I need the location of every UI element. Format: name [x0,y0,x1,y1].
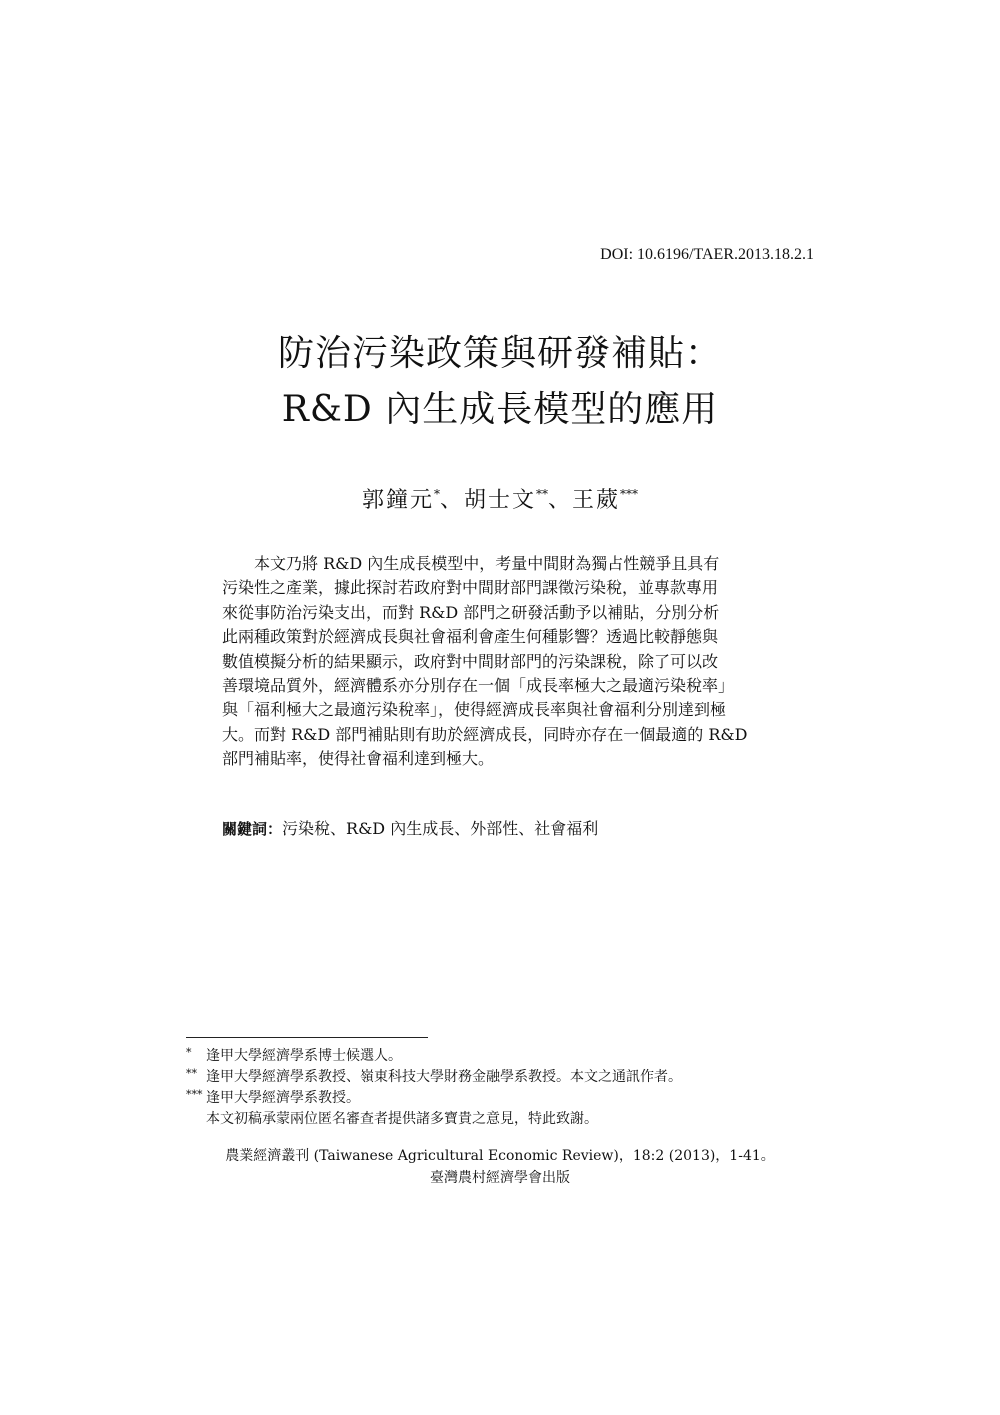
footnote [186,1046,806,1067]
keywords [222,816,782,839]
footnote-text: 逢甲大學經濟學系博士候選人。 [206,1048,402,1064]
author-name: 胡士文 [463,488,536,513]
title-line-2: R&D 內生成長模型的應用 [281,389,719,430]
footnote-divider [186,1037,428,1038]
abstract-line: 善環境品質外，經濟體系亦分別存在一個「成長率極大之最適污染稅率」 [222,676,735,696]
abstract-line: 污染性之產業，據此探討若政府對中間財部門課徵污染稅，並專款專用 [222,578,719,598]
author-list [0,483,1000,514]
author-footnote-mark: ** [536,487,548,501]
footnote-mark: ** [186,1067,197,1080]
author-name: 郭鐘元 [361,488,434,513]
author-separator: 、 [548,488,573,513]
footnotes [186,1046,806,1130]
journal-info [0,1145,1000,1189]
doi-identifier: DOI: 10.6196/TAER.2013.18.2.1 [600,246,814,263]
keywords-text: 污染稅、R&D 內生成長、外部性、社會福利 [282,819,599,838]
footnote [186,1067,806,1088]
footnote-text: 逢甲大學經濟學系教授、嶺東科技大學財務金融學系教授。本文之通訊作者。 [206,1069,682,1085]
abstract [222,552,778,772]
abstract-line: 此兩種政策對於經濟成長與社會福利會產生何種影響？透過比較靜態與 [222,627,719,647]
abstract-line: 本文乃將 R&D 內生成長模型中，考量中間財為獨占性競爭且具有 [222,554,720,573]
author-name: 王葳 [572,488,621,513]
author-footnote-mark: * [433,487,440,501]
acknowledgement: 本文初稿承蒙兩位匿名審查者提供諸多寶貴之意見，特此致謝。 [206,1111,598,1127]
abstract-line: 與「福利極大之最適污染稅率」，使得經濟成長率與社會福利分別達到極 [222,700,727,720]
author-footnote-mark: *** [620,487,639,501]
footnote-text: 逢甲大學經濟學系教授。 [206,1090,360,1106]
author-separator: 、 [439,488,464,513]
footnote-mark: *** [186,1088,203,1101]
journal-citation: 農業經濟叢刊 (Taiwanese Agricultural Economic Review)，18:2 (2013)，1-41。 [225,1148,775,1164]
footnote [186,1088,806,1109]
title-line-1: 防治污染政策與研發補貼： [277,333,722,374]
keywords-label: 關鍵詞： [222,820,283,838]
abstract-line: 來從事防治污染支出，而對 R&D 部門之研發活動予以補貼，分別分析 [222,602,720,622]
abstract-line: 數值模擬分析的結果顯示，政府對中間財部門的污染課稅，除了可以改 [222,651,719,671]
abstract-line: 大。而對 R&D 部門補貼則有助於經濟成長，同時亦存在一個最適的 R&D [222,724,748,744]
journal-publisher: 臺灣農村經濟學會出版 [430,1170,570,1186]
paper-title [0,326,1000,438]
abstract-line: 部門補貼率，使得社會福利達到極大。 [222,749,495,769]
footnote-mark: * [186,1046,192,1059]
